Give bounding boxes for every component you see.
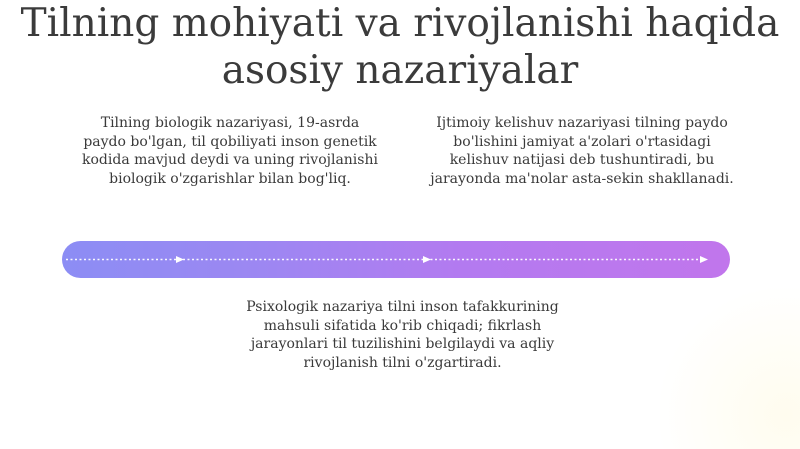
timeline-arrow-1 xyxy=(176,256,184,263)
page-title: Tilning mohiyati va rivojlanishi haqida asosiy nazariyalar xyxy=(20,1,780,93)
timeline-arrows xyxy=(62,241,730,278)
social-theory-text: Ijtimoiy kelishuv nazariyasi tilning paydo bo'lishini jamiyat a'zolari o'rtasidagi kelishuv natijasi deb tushuntiradi, bu jarayonda ma'nolar asta-sekin shakllanadi. xyxy=(430,115,734,187)
timeline-arrow-3 xyxy=(700,256,708,263)
timeline-arrow-2 xyxy=(423,256,431,263)
biological-theory-text: Tilning biologik nazariyasi, 19-asrda paydo bo'lgan, til qobiliyati inson genetik kodida mavjud deydi va uning rivojlanishi biologik o'zgarishlar bilan bog'liq. xyxy=(82,115,378,187)
timeline-bar xyxy=(62,241,730,278)
background-decoration xyxy=(660,279,800,449)
psychological-theory-text: Psixologik nazariya tilni inson tafakkurining mahsuli sifatida ko'rib chiqadi; fikrlash jarayonlari til tuzilishini belgilaydi va aqliy rivojlanish tilni o'zgartiradi. xyxy=(246,299,559,371)
